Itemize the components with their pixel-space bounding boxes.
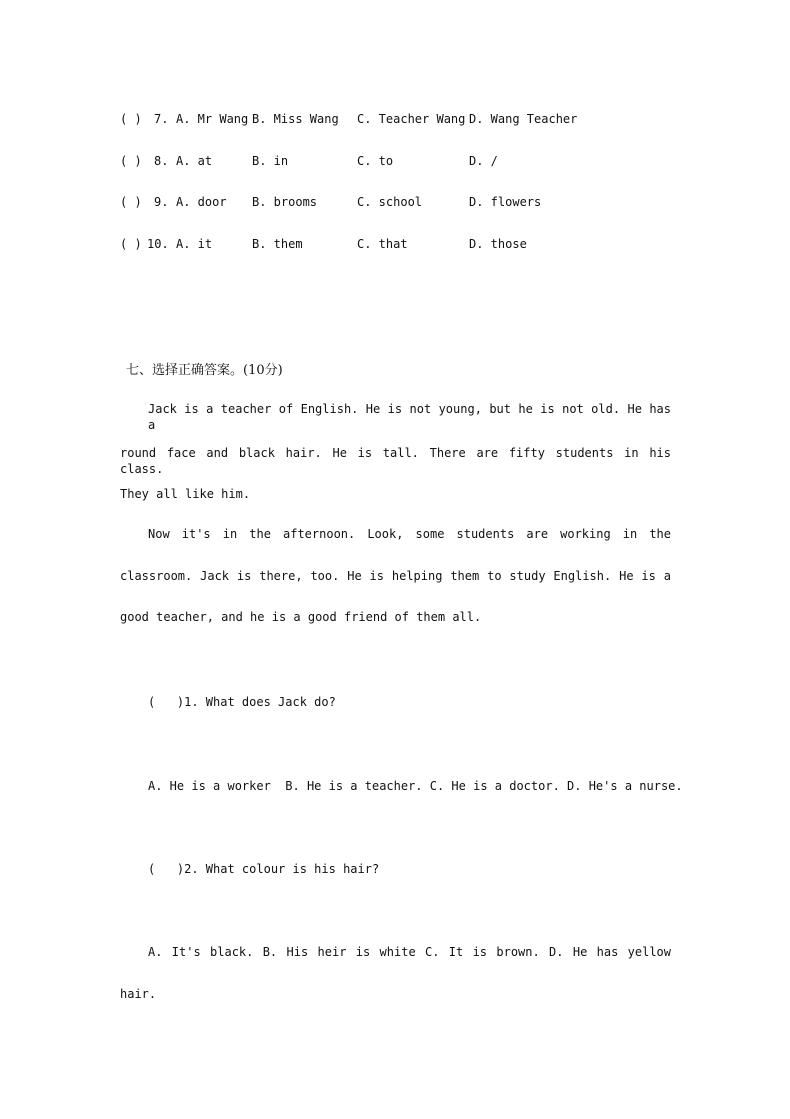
question-prompt[interactable]: ( )1. What does Jack do? — [148, 695, 336, 709]
answer-bracket[interactable]: ( ) — [120, 112, 142, 126]
question-number: 8. — [154, 154, 169, 168]
option-d: D. flowers — [469, 195, 542, 209]
section-heading: 七、选择正确答案。(10分) — [126, 363, 283, 378]
answer-bracket[interactable]: ( ) — [120, 154, 142, 168]
passage-line — [148, 401, 671, 432]
option-a: A. Mr Wang — [176, 112, 249, 126]
question-answers: A. He is a worker B. He is a teacher. C. He is a doctor. D. He's a nurse. — [148, 779, 683, 793]
option-a: A. door — [176, 195, 227, 209]
question-answers-continued: hair. — [120, 987, 157, 1001]
option-b: B. brooms — [252, 195, 318, 209]
question-number: 7. — [154, 112, 169, 126]
question-number: 10. — [147, 237, 169, 251]
option-b: B. them — [252, 237, 303, 251]
option-d: D. those — [469, 237, 527, 251]
passage-line — [148, 526, 671, 542]
passage-line: They all like him. — [120, 487, 251, 501]
option-c: C. Teacher Wang — [357, 112, 466, 126]
answer-bracket[interactable]: ( ) — [120, 195, 142, 209]
passage-line — [120, 445, 671, 476]
option-a: A. it — [176, 237, 213, 251]
passage-text: classroom. Jack is there, too. He is helping them to study English. He is a — [120, 569, 671, 583]
option-d: D. Wang Teacher — [469, 112, 578, 126]
question-prompt[interactable]: ( )2. What colour is his hair? — [148, 862, 380, 876]
option-c: C. to — [357, 154, 394, 168]
passage-line — [120, 568, 671, 584]
question-number: 9. — [154, 195, 169, 209]
passage-line: good teacher, and he is a good friend of them all. — [120, 610, 482, 624]
passage-text: round face and black hair. He is tall. There are fifty students in his class. — [120, 446, 671, 476]
answer-bracket[interactable]: ( ) — [120, 237, 142, 251]
option-a: A. at — [176, 154, 213, 168]
option-d: D. / — [469, 154, 498, 168]
passage-text: Now it's in the afternoon. Look, some students are working in the — [148, 527, 671, 541]
option-b: B. in — [252, 154, 289, 168]
passage-text: Jack is a teacher of English. He is not young, but he is not old. He has a — [148, 402, 671, 432]
question-answers — [148, 944, 671, 960]
option-c: C. school — [357, 195, 423, 209]
option-c: C. that — [357, 237, 408, 251]
answers-text: A. It's black. B. His heir is white C. It is brown. D. He has yellow — [148, 945, 671, 959]
option-b: B. Miss Wang — [252, 112, 339, 126]
